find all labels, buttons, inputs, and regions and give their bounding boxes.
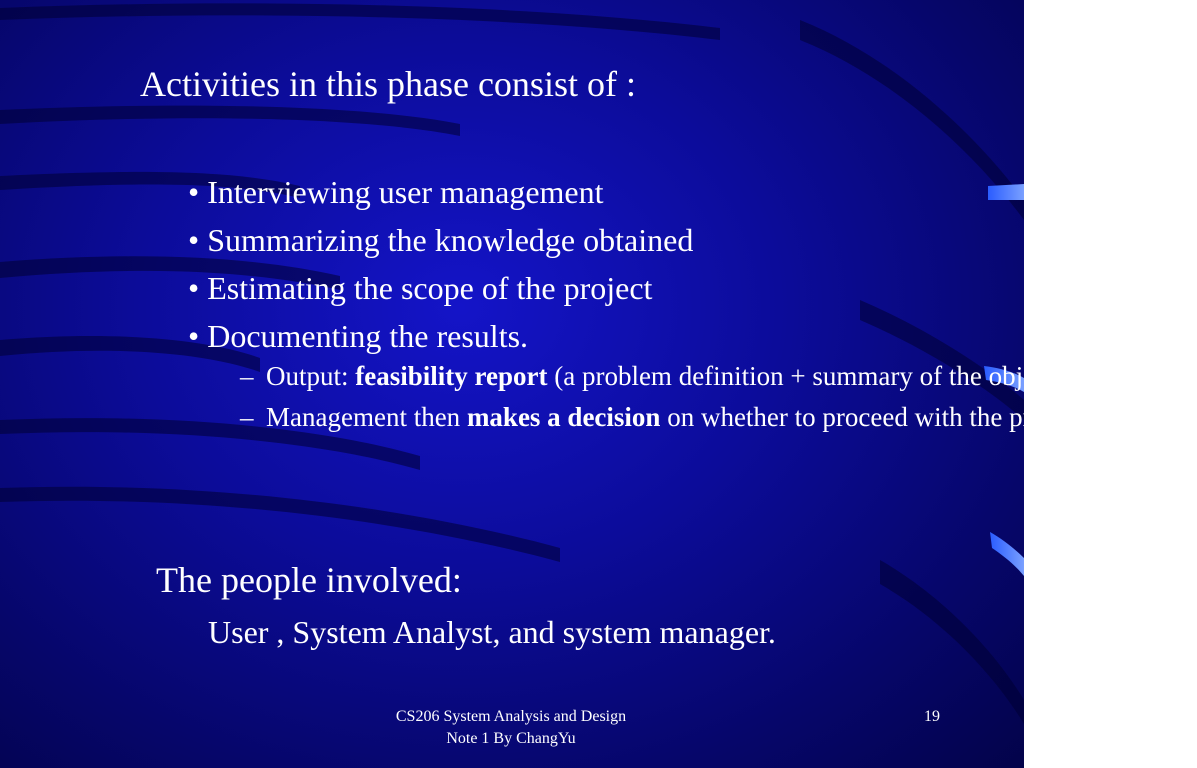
bullet-text: Estimating the scope of the project bbox=[207, 270, 653, 306]
dash-glyph: – bbox=[240, 402, 254, 432]
subbullet-prefix: Output: bbox=[266, 361, 356, 391]
dash-glyph: – bbox=[240, 361, 254, 391]
people-text: User , System Analyst, and system manager. bbox=[208, 614, 776, 650]
footer-text bbox=[341, 706, 681, 750]
bullet-item bbox=[188, 168, 906, 216]
subbullet-suffix: on whether to proceed with the proposed project. bbox=[660, 402, 1197, 432]
slide-heading: Activities in this phase consist of : bbox=[140, 64, 636, 104]
subbullet-emphasis: feasibility report bbox=[355, 361, 548, 391]
bullet-text: Summarizing the knowledge obtained bbox=[207, 222, 694, 258]
bullet-text: Documenting the results. bbox=[207, 318, 529, 354]
page-number: 19 bbox=[924, 708, 940, 725]
bullet-item bbox=[188, 264, 906, 312]
subbullet-prefix: Management then bbox=[266, 402, 467, 432]
subbullet-emphasis: makes a decision bbox=[466, 402, 661, 432]
bullet-glyph: • bbox=[188, 222, 200, 258]
footer-line-course: CS206 System Analysis and Design bbox=[395, 708, 627, 725]
bullet-glyph: • bbox=[188, 270, 200, 306]
bullet-text: Interviewing user management bbox=[207, 174, 604, 210]
subbullet-suffix: (a problem definition + summary of the objectives) bbox=[547, 361, 1108, 391]
bullet-glyph: • bbox=[188, 318, 200, 354]
bullet-list bbox=[188, 168, 1197, 442]
bullet-item bbox=[188, 312, 1197, 434]
subbullet-item bbox=[240, 360, 1108, 393]
subbullet-list bbox=[240, 360, 1197, 434]
bullet-item bbox=[188, 216, 906, 264]
footer-line-author: Note 1 By ChangYu bbox=[446, 730, 576, 747]
people-heading: The people involved: bbox=[156, 560, 462, 600]
bullet-glyph: • bbox=[188, 174, 200, 210]
subbullet-item bbox=[240, 401, 1197, 434]
